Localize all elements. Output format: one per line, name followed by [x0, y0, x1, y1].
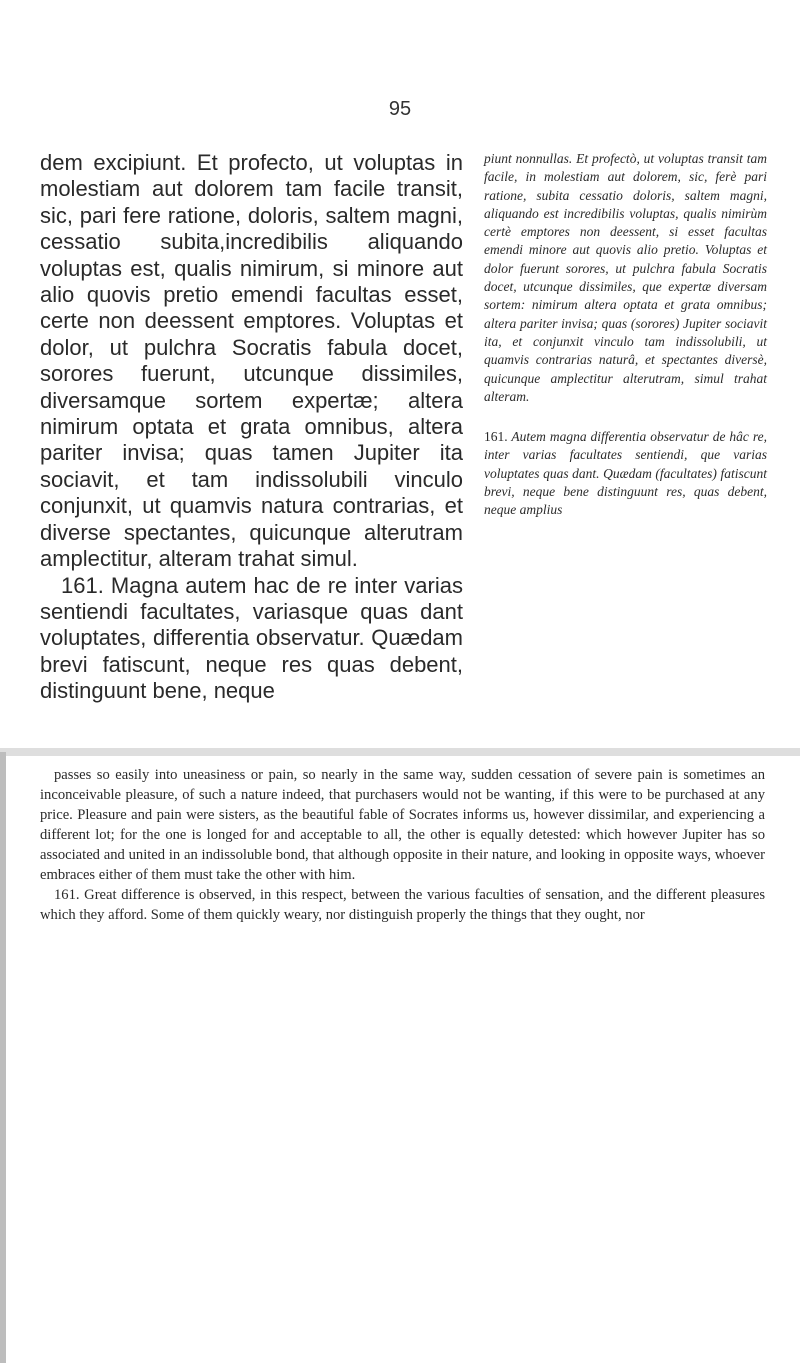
- section-divider: [0, 748, 800, 756]
- translation-paragraph: 161. Great difference is observed, in this respect, between the various faculties of sensation, and the different pleasures which they afford. Some of them quickly weary, nor distinguish properly the things that they ought, nor: [40, 887, 765, 923]
- marginal-notes-column: [484, 150, 767, 520]
- latin-text-column: [40, 150, 463, 705]
- latin-paragraph: 161. Magna autem hac de re inter varias sentiendi facultates, variasque quas dant voluptates, differentia observatur. Quædam brevi fatiscunt, neque res quas debent, distinguunt bene, neque: [40, 572, 463, 704]
- translation-paragraph: passes so easily into uneasiness or pain, so nearly in the same way, sudden cessation of severe pain is sometimes an inconceivable pleasure, of such a nature indeed, that purchasers would not be wanting, if this were to be purchased at any price. Pleasure and pain were sisters, as the beautiful fable of Socrates informs us, however dissimilar, and experiencing a different lot; for the one is longed for and acceptable to all, the other is equally detested: which however Jupiter has so associated and united in an indissoluble bond, that although opposite in their nature, and looking in opposite ways, whoever embraces either of them must take the other with him.: [40, 767, 765, 883]
- marginal-note: [484, 428, 767, 519]
- english-translation: [40, 765, 765, 925]
- note-number: 161.: [484, 429, 508, 445]
- note-text: Autem magna differentia observatur de hâc re, inter varias facultates sentiendi, que varias voluptates quas dant. Quædam (facultates) fatiscunt brevi, neque bene distinguunt res, quas debent, neque amplius: [484, 429, 767, 518]
- page-number: 95: [388, 98, 412, 120]
- page-edge-shadow: [0, 752, 6, 1363]
- marginal-note: piunt nonnullas. Et profectò, ut voluptas transit tam facile, in molestiam aut dolorem, sic, ferè pari ratione, subita cessatio doloris, saltem magni, aliquando est incredibilis voluptas, qualis nimirùm certè emptores non deessent, si esset facultas emendi minore aut quovis alio pretio. Voluptas et dolor fuerunt sorores, ut pulchra fabula Socratis docet, utcunque dissimiles, que expertæ diversam sortem: nimirum altera optata et grata omnibus; altera pariter invisa; quas (sorores) Jupiter sociavit ita, et conjunxit vinculo tam indissolubili, ut quamvis contrarias naturâ, et spectantes diversè, quicunque amplectitur alterutram, simul trahat alteram.: [484, 151, 767, 404]
- latin-paragraph: dem excipiunt. Et profecto, ut voluptas in molestiam aut dolorem tam facile transit, sic, pari fere ratione, doloris, saltem magni, cessatio subita,incredibilis aliquando voluptas est, qualis nimirum, si minore aut alio quovis pretio emendi facultas esset, certe non deessent emptores. Voluptas et dolor, ut pulchra Socratis fabula docet, sorores fuerunt, utcunque dissimiles, diversamque sortem expertæ; altera nimirum optata et grata omnibus, altera pariter invisa; quas tamen Jupiter ita sociavit, et tam indissolubili vinculo conjunxit, ut quamvis natura contrarias, et diverse spectantes, quicunque alterutram amplectitur, alteram trahat simul.: [40, 150, 463, 572]
